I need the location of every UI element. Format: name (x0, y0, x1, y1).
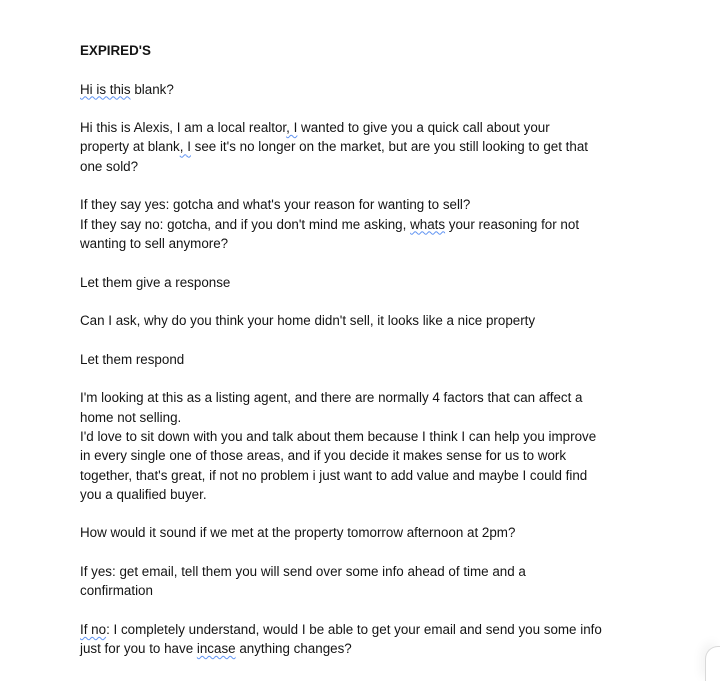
paragraph (80, 195, 700, 253)
spellcheck-squiggle-text: , I (179, 139, 191, 155)
spellcheck-squiggle-text: whats (410, 216, 446, 232)
text-run: anything changes? (235, 641, 352, 657)
document-title: EXPIRED'S (80, 43, 151, 58)
text-run: If they say yes: gotcha and what's your reason for wanting to sell? (80, 197, 471, 213)
text-run: wanted to give you a quick call about your (297, 120, 550, 136)
paragraph (80, 523, 700, 542)
text-run: Let them respond (80, 351, 185, 367)
spellcheck-squiggle-text: If no (80, 621, 107, 637)
paragraph (80, 311, 700, 330)
text-run: together, that's great, if not no problem i just want to add value and maybe I could find (80, 467, 588, 483)
paragraph (80, 562, 700, 601)
text-run: property at blank (80, 139, 180, 155)
text-run: confirmation (80, 583, 153, 599)
text-run: I'd love to sit down with you and talk about them because I think I can help you improve (80, 428, 597, 444)
text-run: wanting to sell anymore? (80, 235, 229, 251)
paragraph (80, 273, 700, 292)
text-run: your reasoning for not (445, 216, 580, 232)
text-run: Hi this is Alexis, I am a local realtor (80, 120, 287, 136)
text-run: see it's no longer on the market, but are you still looking to get that (190, 139, 588, 155)
text-run: Let them give a response (80, 274, 231, 290)
text-run: How would it sound if we met at the property tomorrow afternoon at 2pm? (80, 525, 516, 541)
floating-card-corner[interactable] (705, 646, 720, 681)
document-body[interactable] (80, 41, 700, 659)
text-run: If yes: get email, tell them you will send over some info ahead of time and a (80, 564, 526, 580)
paragraph (80, 620, 700, 659)
paragraph (80, 80, 700, 99)
text-run: home not selling. (80, 409, 182, 425)
text-run: : I completely understand, would I be able to get your email and send you some info (106, 621, 602, 637)
text-run: you a qualified buyer. (80, 486, 207, 502)
spellcheck-squiggle-text: Hi is this (80, 81, 131, 97)
text-run: in every single one of those areas, and if you decide it makes sense for us to work (80, 448, 567, 464)
paragraph (80, 388, 700, 504)
text-run: one sold? (80, 158, 139, 174)
text-run: just for you to have (80, 641, 197, 657)
text-run: Can I ask, why do you think your home didn't sell, it looks like a nice property (80, 313, 536, 329)
spellcheck-squiggle-text: , I (286, 120, 298, 136)
document-paragraphs (80, 80, 700, 659)
text-run: blank? (130, 81, 174, 97)
paragraph (80, 118, 700, 176)
text-run: I'm looking at this as a listing agent, and there are normally 4 factors that can affect a (80, 390, 583, 406)
text-run: If they say no: gotcha, and if you don't mind me asking, (80, 216, 411, 232)
spellcheck-squiggle-text: incase (196, 641, 236, 657)
paragraph (80, 350, 700, 369)
